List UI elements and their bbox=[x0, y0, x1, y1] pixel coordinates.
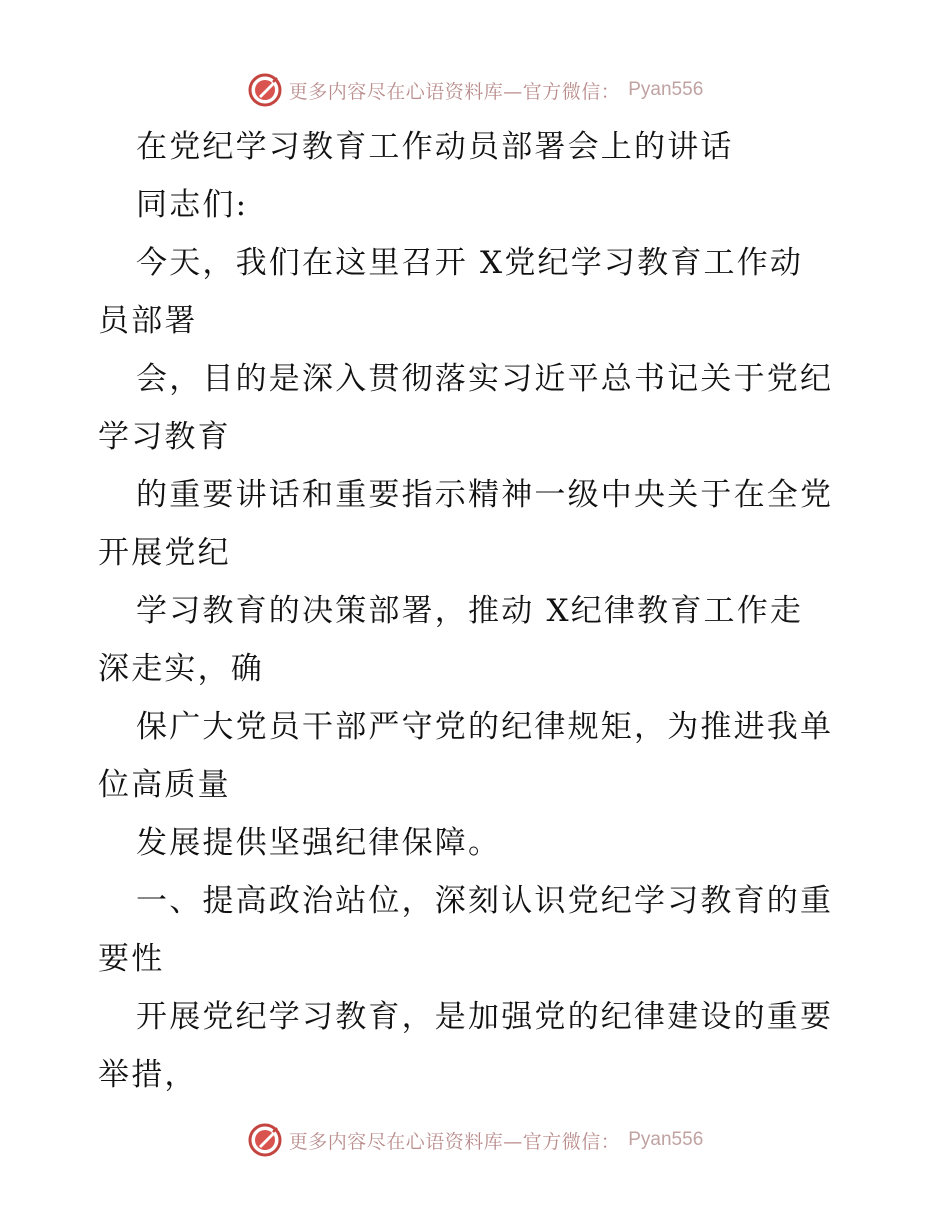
text-line: 开展党纪 bbox=[98, 535, 231, 571]
text-line: 今天，我们在这里召开 X党纪学习教育工作动 bbox=[136, 245, 804, 281]
footer-watermark bbox=[0, 1120, 950, 1160]
text-line: 深走实，确 bbox=[98, 651, 264, 687]
section-heading: 一、提高政治站位，深刻认识党纪学习教育的重 bbox=[136, 883, 834, 919]
text-line: 会，目的是深入贯彻落实习近平总书记关于党纪 bbox=[136, 361, 834, 397]
text-line: 保广大党员干部严守党的纪律规矩，为推进我单 bbox=[136, 709, 834, 745]
header-watermark bbox=[0, 70, 950, 110]
header-watermark-account: Pyan556 bbox=[628, 79, 704, 100]
text-line: 的重要讲话和重要指示精神一级中央关于在全党 bbox=[136, 477, 834, 513]
footer-watermark-text: 更多内容尽在心语资料库—官方微信： bbox=[288, 1130, 621, 1153]
text-line: 学习教育 bbox=[98, 419, 231, 455]
header-watermark-text: 更多内容尽在心语资料库—官方微信： bbox=[288, 80, 621, 103]
section-heading-continued: 要性 bbox=[98, 941, 165, 977]
quill-seal-logo-icon bbox=[247, 72, 283, 108]
salutation: 同志们: bbox=[136, 187, 249, 223]
quill-seal-logo-icon bbox=[247, 1122, 283, 1158]
text-line: 员部署 bbox=[98, 303, 198, 339]
text-line: 发展提供坚强纪律保障。 bbox=[136, 825, 502, 861]
text-line: 位高质量 bbox=[98, 767, 231, 803]
text-line: 举措， bbox=[98, 1057, 198, 1093]
text-line: 开展党纪学习教育，是加强党的纪律建设的重要 bbox=[136, 999, 834, 1035]
footer-watermark-account: Pyan556 bbox=[628, 1129, 704, 1150]
document-body bbox=[98, 118, 858, 1104]
doc-title: 在党纪学习教育工作动员部署会上的讲话 bbox=[136, 129, 734, 165]
text-line: 学习教育的决策部署，推动 X纪律教育工作走 bbox=[136, 593, 804, 629]
